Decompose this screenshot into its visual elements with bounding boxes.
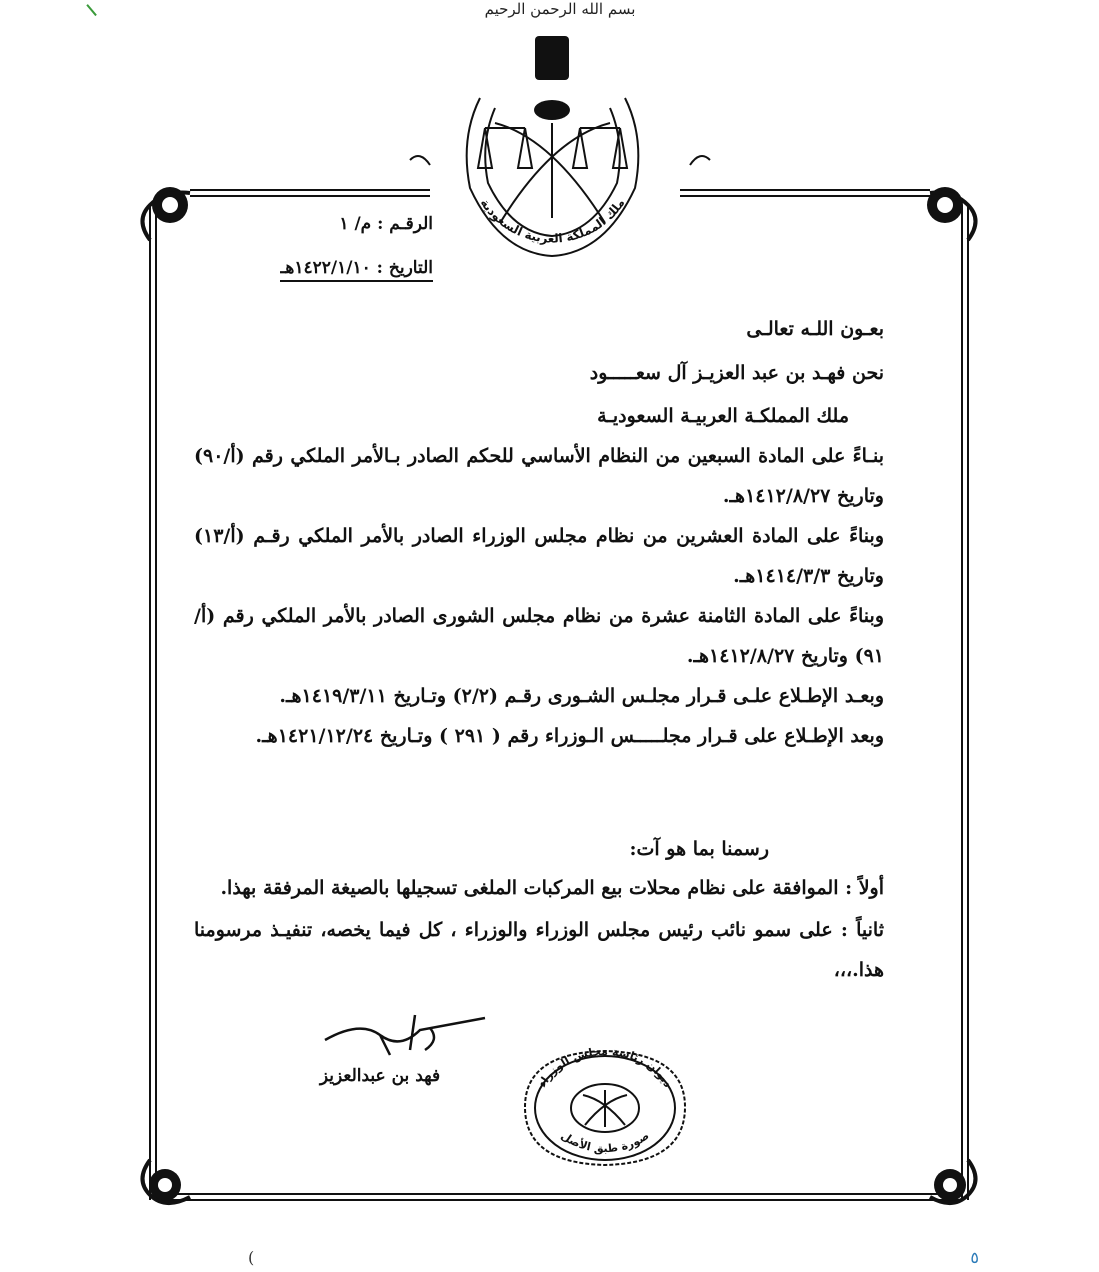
issuer-line: نحن فهـد بن عبد العزيـز آل سعـــــود bbox=[589, 362, 884, 384]
stamp-bottom-text: صورة طبق الأصل bbox=[558, 1129, 652, 1156]
stamp-ring-text: ديوان رئاسة مجلس الوزراء bbox=[535, 1045, 675, 1090]
emblem-ring-text: ملك المملكة العربية السعودية bbox=[477, 196, 628, 246]
decree-articles bbox=[194, 868, 884, 990]
preamble-paragraph: وبناءً على المادة الثامنة عشرة من نظام مجلس الشورى الصادر بالأمر الملكي رقم (أ/٩١) وتاريخ ١٤١٢/٨/٢٧هـ. bbox=[194, 605, 884, 667]
royal-court-emblem-icon bbox=[440, 28, 665, 263]
opening-line: بعـون اللـه تعالـى bbox=[746, 318, 884, 340]
article-second: ثانياً : على سمو نائب رئيس مجلس الوزراء والوزراء ، كل فيما يخصه، تنفيـذ مرسومنا هذا.،،، bbox=[194, 919, 884, 981]
issuer-title: ملك المملكـة العربيـة السعوديـة bbox=[597, 405, 849, 427]
green-tick-mark bbox=[86, 0, 113, 16]
reference-number: الرقـم : م/ ١ bbox=[339, 214, 433, 234]
preamble-paragraph: وبعد الإطـلاع على قـرار مجلـــــس الـوزراء رقم ( ٢٩١ ) وتـاريخ ١٤٢١/١٢/٢٤هـ. bbox=[255, 725, 884, 747]
council-stamp-icon bbox=[515, 1045, 695, 1170]
basmala: بسم الله الرحمن الرحيم bbox=[484, 0, 636, 18]
handwritten-signature-icon bbox=[320, 1010, 490, 1060]
preamble-paragraph: بنـاءً على المادة السبعين من النظام الأساسي للحكم الصادر بـالأمر الملكي رقم (أ/٩٠) وتاريخ ١٤١٢/٨/٢٧هـ. bbox=[194, 445, 884, 507]
decree-intro: رسمنا بما هو آت: bbox=[629, 838, 769, 860]
margin-mark: ( bbox=[248, 1248, 255, 1267]
preamble-paragraph: وبعـد الإطـلاع علـى قـرار مجلـس الشـورى رقـم (٢/٢) وتـاريخ ١٤١٩/٣/١١هـ. bbox=[279, 685, 884, 707]
reference-date: التاريخ : ١٤٢٢/١/١٠هـ bbox=[280, 258, 433, 282]
article-first: أولاً : الموافقة على نظام محلات بيع المركبات الملغى تسجيلها بالصيغة المرفقة بهذا. bbox=[220, 877, 884, 899]
page-number: ٥ bbox=[970, 1248, 979, 1267]
preamble-paragraph: وبناءً على المادة العشرين من نظام مجلس الوزراء الصادر بالأمر الملكي رقـم (أ/١٣) وتاريخ ١٤١٤/٣/٣هـ. bbox=[194, 525, 884, 587]
preamble-paragraphs bbox=[194, 436, 884, 756]
signatory-name: فهد بن عبدالعزيز bbox=[319, 1066, 441, 1086]
